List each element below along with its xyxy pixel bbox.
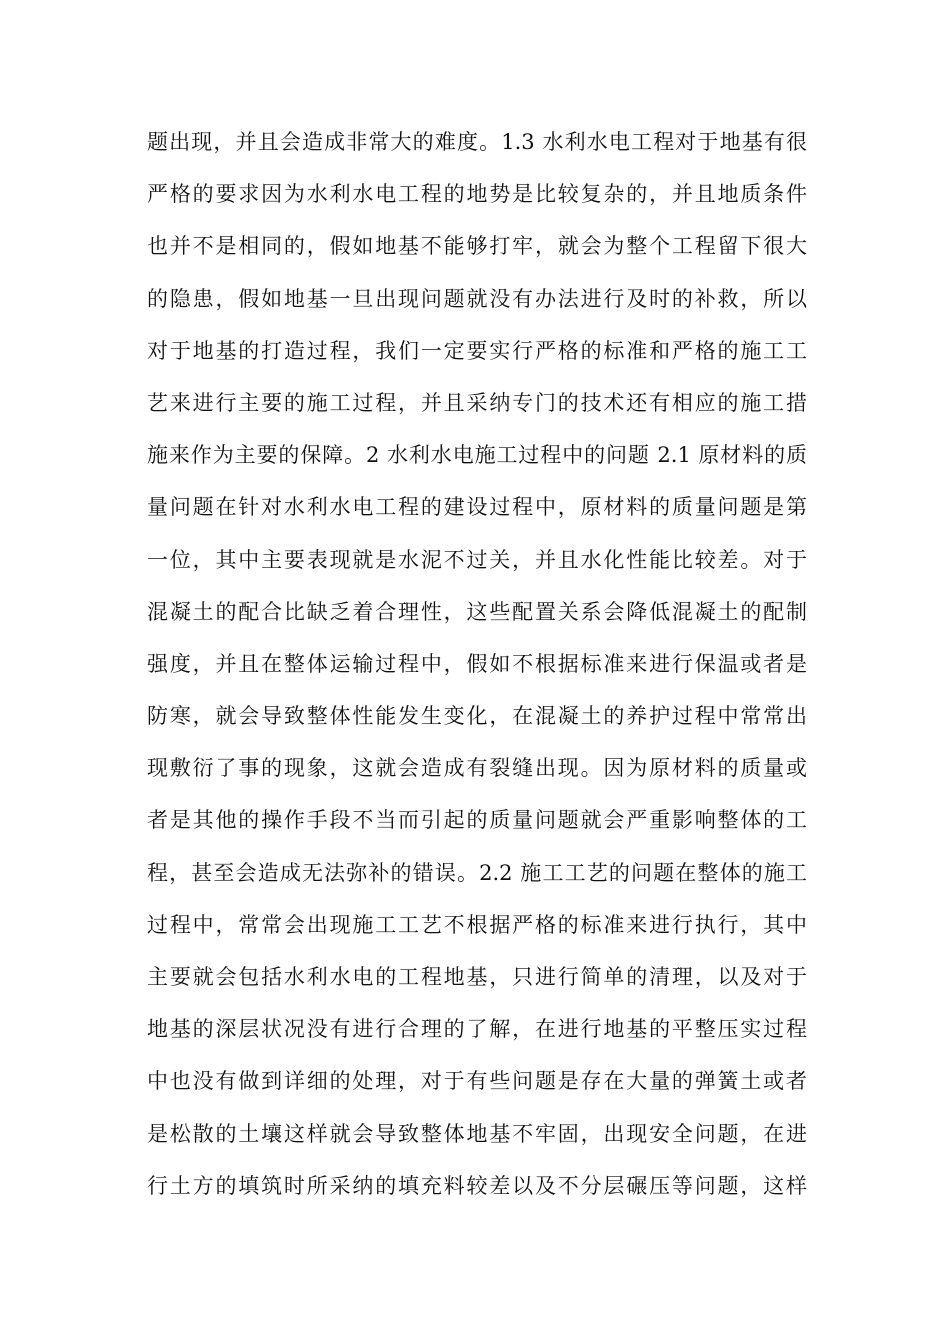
text-line: 艺来进行主要的施工过程，并且采纳专门的技术还有相应的施工措 (147, 390, 807, 415)
text-line: 也并不是相同的，假如地基不能够打牢，就会为整个工程留下很大 (147, 234, 807, 259)
body-text (147, 116, 807, 1212)
text-line: 行土方的填筑时所采纳的填充料较差以及不分层碾压等问题，这样 (147, 1173, 807, 1198)
text-line: 是松散的土壤这样就会导致整体地基不牢固，出现安全问题，在进 (147, 1121, 807, 1146)
text-line: 防寒，就会导致整体性能发生变化，在混凝土的养护过程中常常出 (147, 704, 807, 729)
text-line: 主要就会包括水利水电的工程地基，只进行简单的清理，以及对于 (147, 965, 807, 989)
text-line: 混凝土的配合比缺乏着合理性，这些配置关系会降低混凝土的配制 (147, 599, 807, 624)
text-line: 题出现，并且会造成非常大的难度。1.3 水利水电工程对于地基有很 (147, 130, 807, 154)
text-line: 中也没有做到详细的处理，对于有些问题是存在大量的弹簧土或者 (147, 1069, 807, 1094)
text-line: 严格的要求因为水利水电工程的地势是比较复杂的，并且地质条件 (147, 182, 807, 207)
text-line: 量问题在针对水利水电工程的建设过程中，原材料的质量问题是第 (147, 495, 807, 520)
text-line: 强度，并且在整体运输过程中，假如不根据标准来进行保温或者是 (147, 651, 807, 676)
text-line: 地基的深层状况没有进行合理的了解，在进行地基的平整压实过程 (147, 1017, 807, 1042)
text-line: 的隐患，假如地基一旦出现问题就没有办法进行及时的补救，所以 (147, 286, 807, 311)
text-line: 者是其他的操作手段不当而引起的质量问题就会严重影响整体的工 (147, 808, 807, 833)
text-line: 程，甚至会造成无法弥补的错误。2.2 施工工艺的问题在整体的施工 (147, 860, 807, 885)
text-line: 施来作为主要的保障。2 水利水电施工过程中的问题 2.1 原材料的质 (147, 443, 807, 468)
text-line: 过程中，常常会出现施工工艺不根据严格的标准来进行执行，其中 (147, 912, 807, 937)
text-line: 一位，其中主要表现就是水泥不过关，并且水化性能比较差。对于 (147, 547, 807, 572)
text-line: 现敷衍了事的现象，这就会造成有裂缝出现。因为原材料的质量或 (147, 756, 807, 781)
text-line: 对于地基的打造过程，我们一定要实行严格的标准和严格的施工工 (147, 338, 807, 363)
